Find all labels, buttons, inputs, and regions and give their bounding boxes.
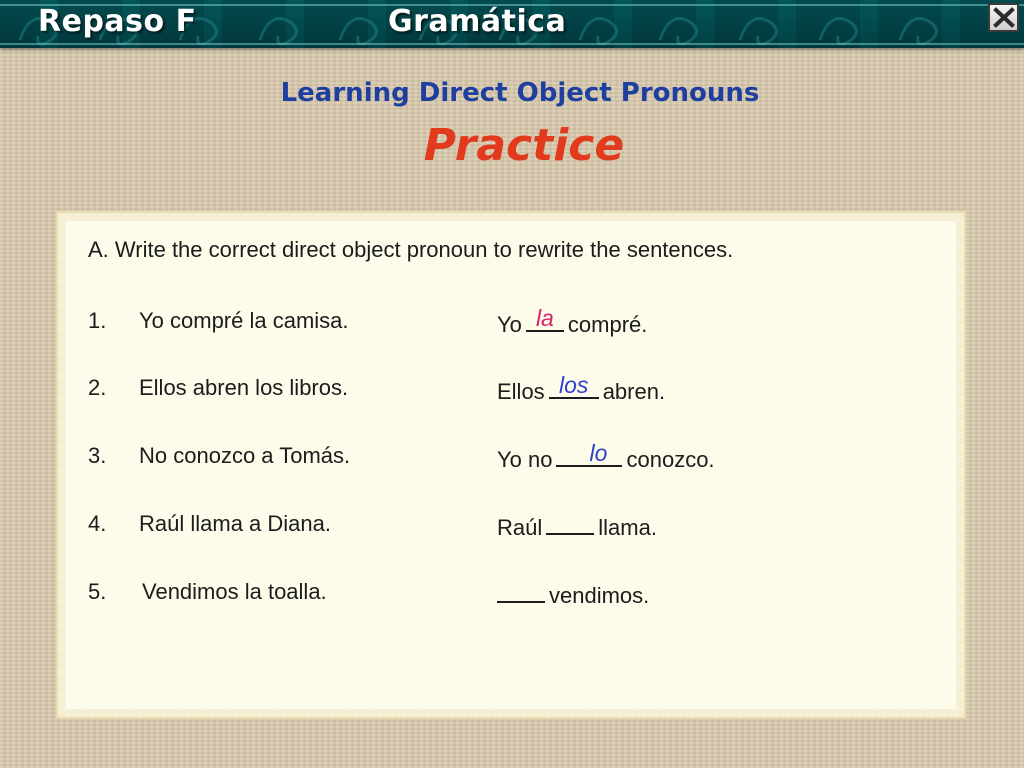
topic-title: Gramática — [388, 4, 567, 39]
original-sentence: Ellos abren los libros. — [139, 375, 349, 400]
rewrite-before: Raúl — [497, 515, 543, 540]
answer-text: los — [558, 372, 589, 398]
rewrite-sentence — [497, 372, 666, 405]
rewrite-sentence — [497, 305, 648, 338]
item-number: 3. — [88, 443, 107, 468]
section-title: Repaso F — [38, 4, 197, 39]
original-sentence: Yo compré la camisa. — [139, 308, 349, 333]
answer-text: lo — [589, 440, 608, 466]
item-number: 2. — [88, 375, 107, 400]
lesson-subtitle: Learning Direct Object Pronouns — [280, 78, 760, 108]
practice-heading: Practice — [423, 120, 625, 171]
close-button[interactable] — [988, 3, 1019, 32]
rewrite-sentence — [497, 511, 657, 541]
answer-blank[interactable] — [546, 511, 594, 535]
rewrite-sentence — [497, 440, 715, 473]
item-number: 4. — [88, 511, 107, 536]
rewrite-before: Yo no — [497, 447, 553, 472]
rewrite-before: Ellos — [497, 379, 545, 404]
rewrite-before: Yo — [497, 312, 522, 337]
rewrite-after: abren. — [602, 379, 666, 404]
answer-text: la — [535, 305, 554, 331]
original-sentence: No conozco a Tomás. — [139, 443, 351, 468]
original-sentence: Vendimos la toalla. — [142, 579, 327, 604]
rewrite-after: llama. — [598, 515, 657, 540]
answer-blank[interactable] — [549, 372, 599, 399]
rewrite-sentence — [497, 579, 649, 609]
exercise-instruction: A. Write the correct direct object pronoun to rewrite the sentences. — [88, 237, 734, 262]
original-sentence: Raúl llama a Diana. — [139, 511, 331, 536]
item-number: 5. — [88, 579, 107, 604]
answer-blank[interactable] — [497, 579, 545, 603]
answer-blank[interactable] — [556, 440, 622, 467]
item-number: 1. — [88, 308, 107, 333]
answer-blank[interactable] — [526, 305, 564, 332]
rewrite-after: conozco. — [626, 447, 715, 472]
close-x-icon — [993, 7, 1015, 28]
rewrite-after: vendimos. — [549, 583, 650, 608]
header-banner — [0, 0, 1024, 48]
rewrite-after: compré. — [567, 312, 648, 337]
